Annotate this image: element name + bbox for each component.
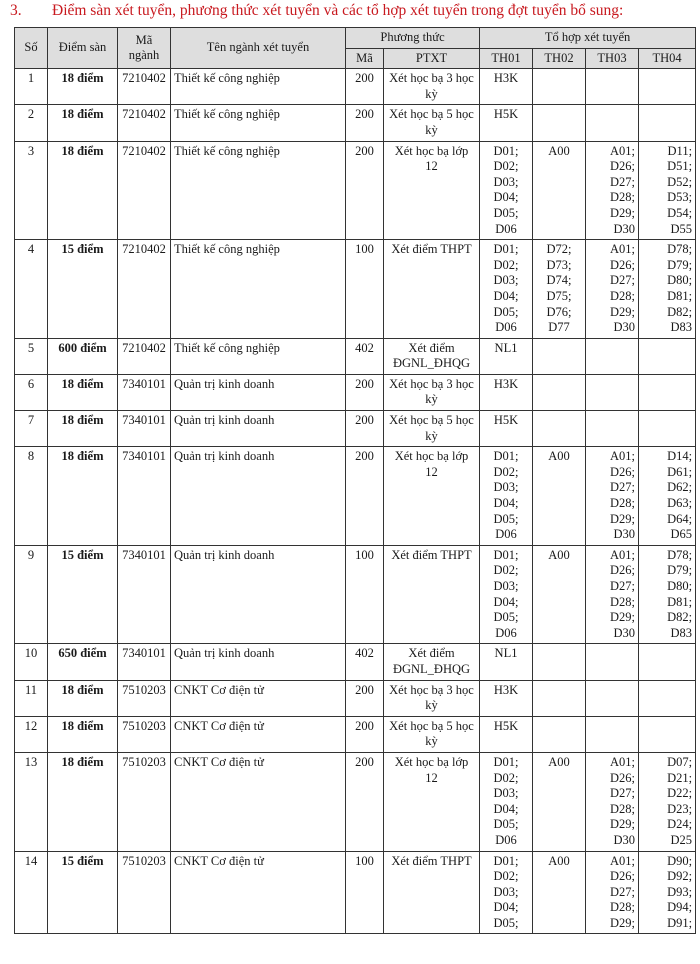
combo-code: D04; bbox=[493, 900, 519, 915]
header-so: Số bbox=[15, 28, 48, 69]
diem-san: 18 điểm bbox=[48, 411, 118, 447]
combo-code: D03; bbox=[493, 174, 519, 189]
th01-cell bbox=[480, 680, 533, 716]
combo-code: D27; bbox=[610, 174, 636, 189]
ptxt: Xét điểm THPT bbox=[384, 240, 480, 339]
th03-cell bbox=[586, 105, 639, 141]
row-number: 7 bbox=[15, 411, 48, 447]
th03-cell bbox=[586, 69, 639, 105]
diem-san: 15 điểm bbox=[48, 545, 118, 644]
phuong-thuc-ma: 100 bbox=[346, 240, 384, 339]
combo-code: D06 bbox=[495, 221, 517, 236]
combo-code: D03; bbox=[493, 579, 519, 593]
ptxt: Xét học bạ 5 học kỳ bbox=[384, 105, 480, 141]
combo-code: D76; bbox=[546, 304, 572, 319]
phuong-thuc-ma: 200 bbox=[346, 69, 384, 105]
combo-code: H3K bbox=[493, 682, 519, 697]
th04-cell bbox=[639, 644, 696, 680]
combo-code: D30 bbox=[613, 527, 636, 542]
row-number: 5 bbox=[15, 338, 48, 374]
ma-nganh: 7510203 bbox=[118, 851, 171, 934]
combo-code: A00 bbox=[548, 143, 570, 158]
combo-code: A00 bbox=[548, 754, 570, 769]
phuong-thuc-ma: 100 bbox=[346, 851, 384, 934]
ten-nganh: Thiết kế công nghiệp bbox=[171, 240, 346, 339]
ptxt: Xét học bạ 3 học kỳ bbox=[384, 680, 480, 716]
row-number: 9 bbox=[15, 545, 48, 644]
ten-nganh: Thiết kế công nghiệp bbox=[171, 69, 346, 105]
phuong-thuc-ma: 200 bbox=[346, 105, 384, 141]
th01-cell bbox=[480, 447, 533, 546]
combo-code: D07; bbox=[667, 754, 693, 769]
th03-cell bbox=[586, 680, 639, 716]
ma-nganh: 7210402 bbox=[118, 105, 171, 141]
combo-code: D11; bbox=[667, 143, 693, 158]
combo-code: D01; bbox=[493, 143, 519, 158]
combo-code: D77 bbox=[548, 320, 570, 335]
combo-code: D28; bbox=[610, 900, 636, 915]
combo-code: D28; bbox=[610, 496, 636, 511]
table-row bbox=[15, 141, 696, 240]
combo-code: D04; bbox=[493, 190, 519, 205]
th04-cell bbox=[639, 105, 696, 141]
combo-code: A01; bbox=[610, 547, 636, 562]
combo-code: D25 bbox=[670, 832, 693, 847]
ptxt: Xét điểm THPT bbox=[384, 851, 480, 934]
th02-cell bbox=[533, 752, 586, 851]
table-row bbox=[15, 105, 696, 141]
admission-table bbox=[14, 27, 696, 934]
th03-cell bbox=[586, 851, 639, 934]
combo-code: A01; bbox=[610, 242, 636, 257]
combo-code: A00 bbox=[548, 853, 570, 868]
row-number: 13 bbox=[15, 752, 48, 851]
combo-code: D90; bbox=[667, 853, 693, 868]
table-row bbox=[15, 851, 696, 934]
row-number: 14 bbox=[15, 851, 48, 934]
combo-code: H5K bbox=[493, 413, 519, 428]
row-number: 6 bbox=[15, 374, 48, 410]
ptxt: Xét điểm THPT bbox=[384, 545, 480, 644]
th01-cell bbox=[480, 141, 533, 240]
phuong-thuc-ma: 200 bbox=[346, 680, 384, 716]
combo-code: D01; bbox=[493, 242, 519, 257]
header-ten-nganh: Tên ngành xét tuyển bbox=[171, 28, 346, 69]
combo-code: D01; bbox=[493, 547, 519, 562]
th03-cell bbox=[586, 545, 639, 644]
combo-code: D75; bbox=[546, 288, 572, 303]
th01-cell bbox=[480, 716, 533, 752]
combo-code: D92; bbox=[667, 869, 693, 884]
combo-code: D64; bbox=[667, 511, 693, 526]
combo-code: H3K bbox=[493, 376, 519, 391]
combo-code: D21; bbox=[667, 770, 693, 785]
combo-code: D04; bbox=[493, 801, 519, 816]
th04-cell bbox=[639, 545, 696, 644]
th02-cell bbox=[533, 374, 586, 410]
combo-code: A00 bbox=[548, 449, 570, 464]
ten-nganh: Quản trị kinh doanh bbox=[171, 447, 346, 546]
ten-nganh: CNKT Cơ điện tử bbox=[171, 752, 346, 851]
table-row bbox=[15, 374, 696, 410]
combo-code: D80; bbox=[667, 579, 693, 593]
header-th03: TH03 bbox=[586, 48, 639, 69]
table-row bbox=[15, 716, 696, 752]
combo-code: D14; bbox=[667, 449, 693, 464]
combo-code: D94; bbox=[667, 900, 693, 915]
header-phuong-thuc: Phương thức bbox=[346, 28, 480, 49]
diem-san: 18 điểm bbox=[48, 374, 118, 410]
combo-code: D61; bbox=[667, 464, 693, 479]
combo-code: D03; bbox=[493, 480, 519, 495]
table-row bbox=[15, 752, 696, 851]
combo-code: D03; bbox=[493, 273, 519, 288]
ten-nganh: Thiết kế công nghiệp bbox=[171, 105, 346, 141]
combo-code: D04; bbox=[493, 496, 519, 511]
ten-nganh: CNKT Cơ điện tử bbox=[171, 680, 346, 716]
combo-code: D02; bbox=[493, 159, 519, 174]
th04-cell bbox=[639, 240, 696, 339]
combo-code: D65 bbox=[670, 527, 693, 542]
combo-code: NL1 bbox=[494, 646, 518, 661]
combo-code: D28; bbox=[610, 594, 636, 609]
ten-nganh: CNKT Cơ điện tử bbox=[171, 851, 346, 934]
th04-cell bbox=[639, 447, 696, 546]
section-title-text: Điểm sàn xét tuyển, phương thức xét tuyển và các tổ hợp xét tuyển trong đợt tuyển bổ sung: bbox=[52, 2, 624, 19]
th04-cell bbox=[639, 69, 696, 105]
combo-code: A01; bbox=[610, 143, 636, 158]
row-number: 11 bbox=[15, 680, 48, 716]
phuong-thuc-ma: 402 bbox=[346, 338, 384, 374]
ma-nganh: 7510203 bbox=[118, 752, 171, 851]
combo-code: A01; bbox=[610, 449, 636, 464]
combo-code: A00 bbox=[548, 547, 570, 562]
th04-cell bbox=[639, 716, 696, 752]
th04-cell bbox=[639, 752, 696, 851]
th03-cell bbox=[586, 716, 639, 752]
th03-cell bbox=[586, 644, 639, 680]
th01-cell bbox=[480, 69, 533, 105]
phuong-thuc-ma: 200 bbox=[346, 447, 384, 546]
combo-code: D30 bbox=[613, 625, 636, 640]
combo-code: D27; bbox=[610, 884, 636, 899]
combo-code: D27; bbox=[610, 579, 636, 593]
combo-code: A01; bbox=[610, 754, 636, 769]
th03-cell bbox=[586, 141, 639, 240]
phuong-thuc-ma: 200 bbox=[346, 716, 384, 752]
ma-nganh: 7340101 bbox=[118, 644, 171, 680]
combo-code: D72; bbox=[546, 242, 572, 257]
ma-nganh: 7210402 bbox=[118, 240, 171, 339]
ma-nganh: 7340101 bbox=[118, 545, 171, 644]
ten-nganh: CNKT Cơ điện tử bbox=[171, 716, 346, 752]
header-ma-nganh: Mã ngành bbox=[118, 28, 171, 69]
table-row bbox=[15, 447, 696, 546]
th04-cell bbox=[639, 374, 696, 410]
combo-code: D02; bbox=[493, 257, 519, 272]
ten-nganh: Quản trị kinh doanh bbox=[171, 545, 346, 644]
th02-cell bbox=[533, 545, 586, 644]
diem-san: 18 điểm bbox=[48, 716, 118, 752]
ten-nganh: Quản trị kinh doanh bbox=[171, 374, 346, 410]
combo-code: D01; bbox=[493, 853, 519, 868]
table-row bbox=[15, 338, 696, 374]
th01-cell bbox=[480, 240, 533, 339]
th03-cell bbox=[586, 240, 639, 339]
phuong-thuc-ma: 100 bbox=[346, 545, 384, 644]
diem-san: 18 điểm bbox=[48, 680, 118, 716]
ptxt: Xét học bạ 5 học kỳ bbox=[384, 716, 480, 752]
th03-cell bbox=[586, 752, 639, 851]
combo-code: D82; bbox=[667, 304, 693, 319]
table-row bbox=[15, 644, 696, 680]
ma-nganh: 7210402 bbox=[118, 141, 171, 240]
th02-cell bbox=[533, 447, 586, 546]
th01-cell bbox=[480, 851, 533, 934]
combo-code: D29; bbox=[610, 915, 636, 930]
combo-code: D26; bbox=[610, 159, 636, 174]
combo-code: D27; bbox=[610, 786, 636, 801]
combo-code: NL1 bbox=[494, 340, 518, 355]
th03-cell bbox=[586, 338, 639, 374]
table-row bbox=[15, 411, 696, 447]
row-number: 2 bbox=[15, 105, 48, 141]
combo-code: D06 bbox=[495, 832, 517, 847]
header-th02: TH02 bbox=[533, 48, 586, 69]
combo-code: D02; bbox=[493, 464, 519, 479]
th01-cell bbox=[480, 411, 533, 447]
row-number: 1 bbox=[15, 69, 48, 105]
combo-code: D29; bbox=[610, 205, 636, 220]
th01-cell bbox=[480, 338, 533, 374]
combo-code: D81; bbox=[667, 594, 693, 609]
ma-nganh: 7210402 bbox=[118, 69, 171, 105]
th04-cell bbox=[639, 680, 696, 716]
section-title bbox=[10, 2, 700, 24]
combo-code: D78; bbox=[667, 547, 693, 562]
th01-cell bbox=[480, 752, 533, 851]
combo-code: H5K bbox=[493, 718, 519, 733]
row-number: 10 bbox=[15, 644, 48, 680]
combo-code: D51; bbox=[667, 159, 693, 174]
combo-code: D02; bbox=[493, 563, 519, 578]
diem-san: 18 điểm bbox=[48, 447, 118, 546]
th02-cell bbox=[533, 716, 586, 752]
diem-san: 15 điểm bbox=[48, 240, 118, 339]
row-number: 12 bbox=[15, 716, 48, 752]
ptxt: Xét học bạ 3 học kỳ bbox=[384, 374, 480, 410]
ten-nganh: Thiết kế công nghiệp bbox=[171, 141, 346, 240]
combo-code: D01; bbox=[493, 754, 519, 769]
combo-code: D03; bbox=[493, 786, 519, 801]
combo-code: D93; bbox=[667, 884, 693, 899]
combo-code: D63; bbox=[667, 496, 693, 511]
combo-code: D26; bbox=[610, 869, 636, 884]
phuong-thuc-ma: 200 bbox=[346, 374, 384, 410]
th01-cell bbox=[480, 644, 533, 680]
th01-cell bbox=[480, 105, 533, 141]
ptxt: Xét điểm ĐGNL_ĐHQG bbox=[384, 338, 480, 374]
combo-code: A01; bbox=[610, 853, 636, 868]
combo-code: D80; bbox=[667, 273, 693, 288]
ptxt: Xét học bạ 5 học kỳ bbox=[384, 411, 480, 447]
table-row bbox=[15, 545, 696, 644]
header-th01: TH01 bbox=[480, 48, 533, 69]
diem-san: 18 điểm bbox=[48, 69, 118, 105]
combo-code: D53; bbox=[667, 190, 693, 205]
row-number: 4 bbox=[15, 240, 48, 339]
th03-cell bbox=[586, 411, 639, 447]
th03-cell bbox=[586, 447, 639, 546]
th02-cell bbox=[533, 338, 586, 374]
combo-code: D06 bbox=[495, 625, 517, 640]
combo-code: D02; bbox=[493, 869, 519, 884]
ma-nganh: 7210402 bbox=[118, 338, 171, 374]
th02-cell bbox=[533, 141, 586, 240]
th01-cell bbox=[480, 545, 533, 644]
ma-nganh: 7340101 bbox=[118, 374, 171, 410]
combo-code: D05; bbox=[493, 915, 519, 930]
combo-code: D30 bbox=[613, 832, 636, 847]
ma-nganh: 7510203 bbox=[118, 680, 171, 716]
combo-code: D27; bbox=[610, 273, 636, 288]
combo-code: D79; bbox=[667, 563, 693, 578]
ptxt: Xét học bạ lớp 12 bbox=[384, 752, 480, 851]
table-row bbox=[15, 680, 696, 716]
diem-san: 600 điểm bbox=[48, 338, 118, 374]
combo-code: D05; bbox=[493, 817, 519, 832]
combo-code: D05; bbox=[493, 205, 519, 220]
header-ptxt: PTXT bbox=[384, 48, 480, 69]
combo-code: D06 bbox=[495, 527, 517, 542]
combo-code: D54; bbox=[667, 205, 693, 220]
combo-code: D29; bbox=[610, 610, 636, 625]
ten-nganh: Quản trị kinh doanh bbox=[171, 411, 346, 447]
ma-nganh: 7340101 bbox=[118, 411, 171, 447]
combo-code: D73; bbox=[546, 257, 572, 272]
ma-nganh: 7340101 bbox=[118, 447, 171, 546]
combo-code: D26; bbox=[610, 563, 636, 578]
phuong-thuc-ma: 200 bbox=[346, 141, 384, 240]
combo-code: H5K bbox=[493, 107, 519, 122]
header-to-hop: Tổ hợp xét tuyển bbox=[480, 28, 696, 49]
combo-code: D83 bbox=[670, 625, 693, 640]
th02-cell bbox=[533, 69, 586, 105]
combo-code: D29; bbox=[610, 304, 636, 319]
combo-code: D27; bbox=[610, 480, 636, 495]
ma-nganh: 7510203 bbox=[118, 716, 171, 752]
combo-code: D28; bbox=[610, 801, 636, 816]
diem-san: 650 điểm bbox=[48, 644, 118, 680]
combo-code: D30 bbox=[613, 320, 636, 335]
combo-code: D24; bbox=[667, 817, 693, 832]
combo-code: D78; bbox=[667, 242, 693, 257]
th02-cell bbox=[533, 851, 586, 934]
combo-code: D22; bbox=[667, 786, 693, 801]
th04-cell bbox=[639, 851, 696, 934]
combo-code: D29; bbox=[610, 511, 636, 526]
combo-code: D26; bbox=[610, 770, 636, 785]
combo-code: D52; bbox=[667, 174, 693, 189]
th04-cell bbox=[639, 338, 696, 374]
th04-cell bbox=[639, 141, 696, 240]
section-number: 3. bbox=[10, 2, 22, 19]
ptxt: Xét học bạ lớp 12 bbox=[384, 447, 480, 546]
combo-code: D74; bbox=[546, 273, 572, 288]
combo-code: D05; bbox=[493, 610, 519, 625]
ten-nganh: Quản trị kinh doanh bbox=[171, 644, 346, 680]
ptxt: Xét học bạ 3 học kỳ bbox=[384, 69, 480, 105]
combo-code: D26; bbox=[610, 257, 636, 272]
diem-san: 18 điểm bbox=[48, 141, 118, 240]
table-body bbox=[15, 69, 696, 934]
combo-code: D06 bbox=[495, 320, 517, 335]
th04-cell bbox=[639, 411, 696, 447]
phuong-thuc-ma: 402 bbox=[346, 644, 384, 680]
combo-code: D02; bbox=[493, 770, 519, 785]
th02-cell bbox=[533, 105, 586, 141]
diem-san: 15 điểm bbox=[48, 851, 118, 934]
combo-code: H3K bbox=[493, 71, 519, 86]
combo-code: D23; bbox=[667, 801, 693, 816]
combo-code: D05; bbox=[493, 304, 519, 319]
combo-code: D82; bbox=[667, 610, 693, 625]
combo-code: D62; bbox=[667, 480, 693, 495]
diem-san: 18 điểm bbox=[48, 105, 118, 141]
combo-code: D05; bbox=[493, 511, 519, 526]
combo-code: D28; bbox=[610, 288, 636, 303]
diem-san: 18 điểm bbox=[48, 752, 118, 851]
row-number: 8 bbox=[15, 447, 48, 546]
combo-code: D04; bbox=[493, 288, 519, 303]
ptxt: Xét điểm ĐGNL_ĐHQG bbox=[384, 644, 480, 680]
phuong-thuc-ma: 200 bbox=[346, 411, 384, 447]
combo-code: D83 bbox=[670, 320, 693, 335]
th01-cell bbox=[480, 374, 533, 410]
header-diem-san: Điểm sàn bbox=[48, 28, 118, 69]
combo-code: D04; bbox=[493, 594, 519, 609]
th02-cell bbox=[533, 240, 586, 339]
th02-cell bbox=[533, 680, 586, 716]
th02-cell bbox=[533, 644, 586, 680]
header-ma: Mã bbox=[346, 48, 384, 69]
table-row bbox=[15, 69, 696, 105]
combo-code: D30 bbox=[613, 221, 636, 236]
combo-code: D03; bbox=[493, 884, 519, 899]
combo-code: D26; bbox=[610, 464, 636, 479]
combo-code: D55 bbox=[670, 221, 693, 236]
combo-code: D81; bbox=[667, 288, 693, 303]
row-number: 3 bbox=[15, 141, 48, 240]
combo-code: D29; bbox=[610, 817, 636, 832]
ten-nganh: Thiết kế công nghiệp bbox=[171, 338, 346, 374]
th03-cell bbox=[586, 374, 639, 410]
phuong-thuc-ma: 200 bbox=[346, 752, 384, 851]
combo-code: D28; bbox=[610, 190, 636, 205]
combo-code: D91; bbox=[667, 915, 693, 930]
table-row bbox=[15, 240, 696, 339]
combo-code: D79; bbox=[667, 257, 693, 272]
header-th04: TH04 bbox=[639, 48, 696, 69]
ptxt: Xét học bạ lớp 12 bbox=[384, 141, 480, 240]
combo-code: D01; bbox=[493, 449, 519, 464]
th02-cell bbox=[533, 411, 586, 447]
